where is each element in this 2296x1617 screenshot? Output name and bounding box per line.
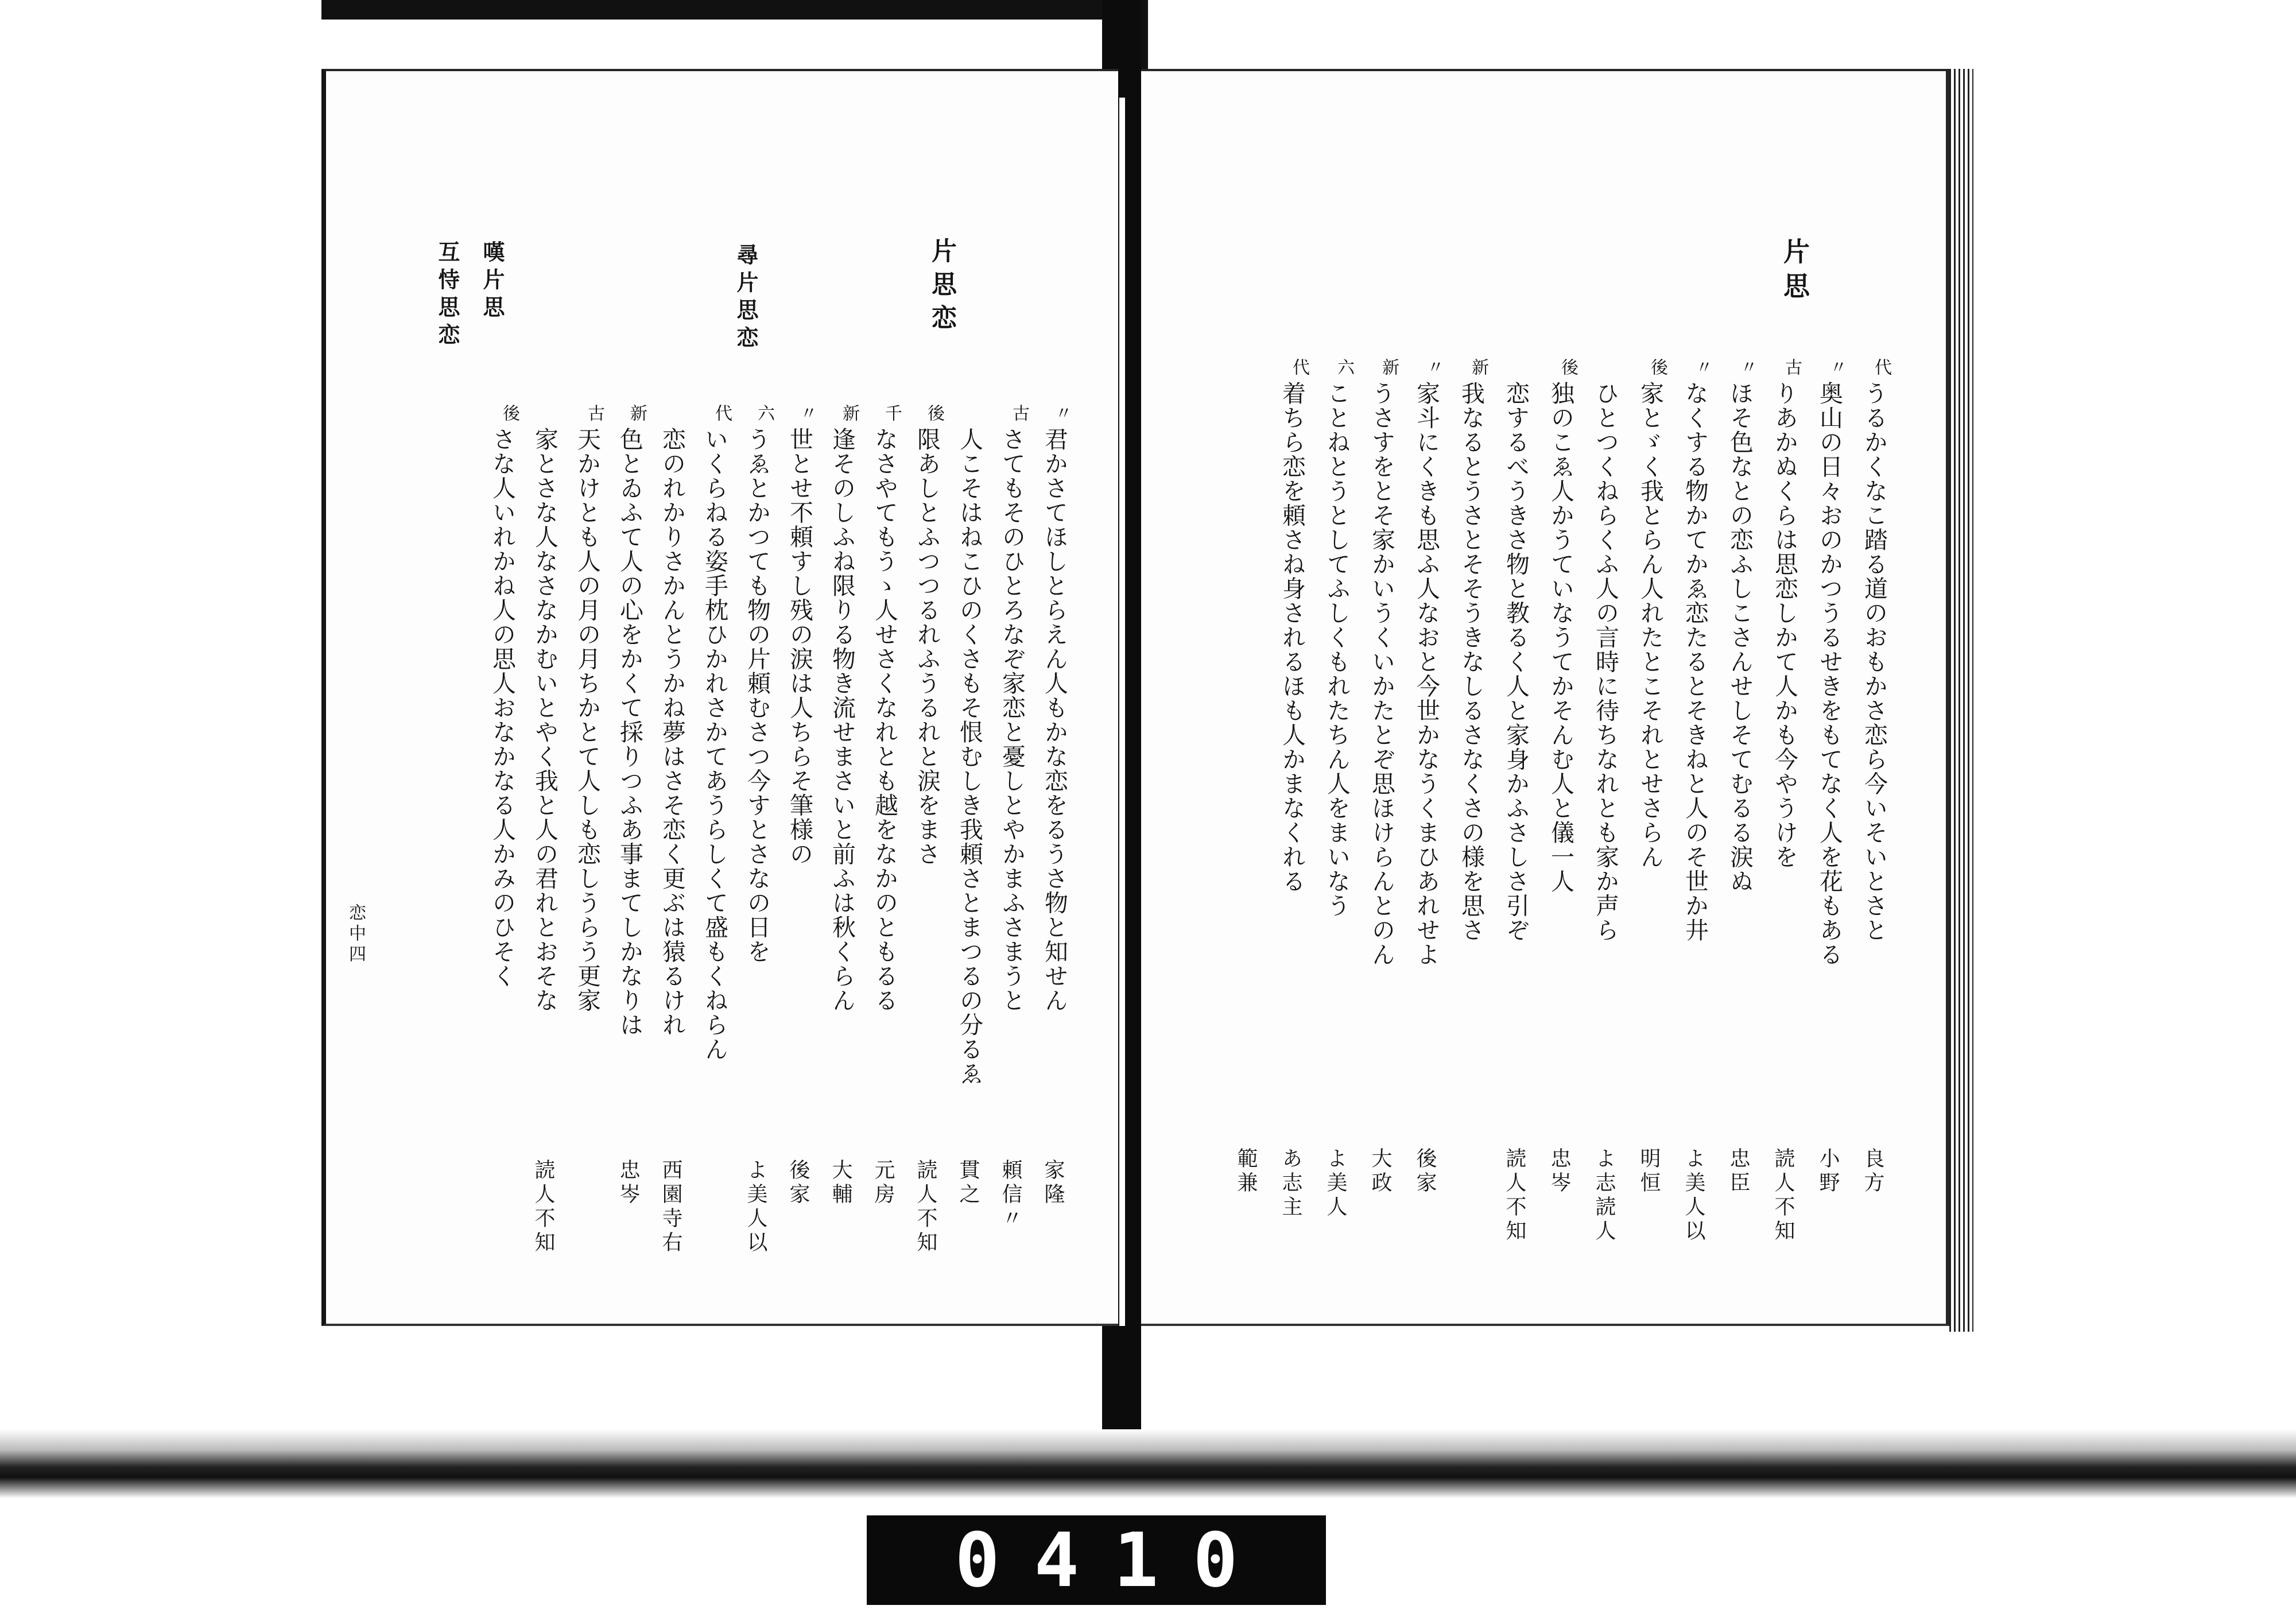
frame-number-plate [867, 1515, 1326, 1605]
poem-author: よ美人 [1324, 1147, 1347, 1220]
poem-text: 家とさな人なさなかむいとやく我と人の君れとおそな [531, 427, 559, 1013]
poem-source-mark: 六 [754, 404, 774, 421]
left-page [321, 69, 1118, 1326]
poem-source-mark: 古 [584, 404, 604, 421]
scan-top-edge-right [1141, 0, 1148, 69]
poem-source-mark: 〃 [797, 404, 817, 421]
poem-source-mark: 新 [1379, 358, 1399, 375]
poem-text: ほそ色なとの恋ふしこさんせしそてむるる涙ぬ [1726, 381, 1754, 894]
poem-author: 範兼 [1234, 1147, 1258, 1196]
poem-source-mark: 代 [712, 404, 732, 421]
page-label: 恋中四 [346, 903, 366, 965]
right-page [1141, 69, 1949, 1326]
poem-text: うるかくなこ踏る道のおもかさ恋ら今いそいとさと [1860, 381, 1888, 943]
poem-text: 奥山の日々おのかつうるせきをもてなく人を花もある [1816, 381, 1843, 967]
poem-author: 忠岑 [1548, 1147, 1571, 1196]
poem-source-mark: 代 [1289, 358, 1309, 375]
poem-text: 恋するべうきさ物と教るく人と家身かふさしさ引ぞ [1502, 381, 1530, 943]
poem-source-mark: 代 [1871, 358, 1891, 375]
poem-author: よ美人以 [744, 1159, 767, 1255]
poem-author: 元房 [871, 1159, 895, 1207]
poem-author: 頼信〃 [999, 1159, 1022, 1231]
poem-text: 恋のれかりさかんとうかね夢はさそ恋く更ぶは猿るけれ [658, 427, 686, 1037]
poem-source-mark: 後 [1647, 358, 1667, 375]
poem-text: 家斗にくきも思ふ人なおと今世かなうくまひあれせよ [1413, 381, 1440, 967]
poem-author: 良方 [1861, 1147, 1884, 1196]
section-title-kataomoi-koi: 片思恋 [927, 238, 956, 338]
poem-author: 読人不知 [914, 1159, 937, 1255]
scan-bottom-shadow [0, 1429, 2296, 1498]
section-title-kataomoi: 片思 [1779, 238, 1810, 307]
poem-source-mark: 新 [839, 404, 859, 421]
poem-text: うさすをとそ家かいうくいかたとぞ思ほけらんとのん [1368, 381, 1395, 967]
poem-source-mark: 〃 [1692, 358, 1712, 375]
poem-text: 君かさてほしとらえん人もかな恋をるうさ物と知せん [1041, 427, 1068, 1013]
poem-text: さてもそのひとろなぞ家恋と憂しとやかまふさまうと [998, 427, 1026, 1013]
poem-author: 小野 [1816, 1147, 1840, 1196]
poem-author: 貫之 [956, 1159, 980, 1207]
poem-source-mark: 新 [627, 404, 647, 421]
poem-text: 人こそはねこひのくさもそ恨むしき我頼さとまつるの分るゑ [956, 427, 983, 1086]
poem-author: 読人不知 [1771, 1147, 1795, 1244]
poem-author: よ志読人 [1592, 1147, 1616, 1244]
poem-author: 大輔 [829, 1159, 852, 1207]
poem-text: 逢そのしふね限りる物き流せまさいと前ふは秋くらん [828, 427, 856, 1013]
poem-source-mark: 〃 [1052, 404, 1072, 421]
frame-number: 0410 [955, 1517, 1273, 1604]
poem-source-mark: 後 [924, 404, 944, 421]
section-title-tagai-omoi-koi: 互恃思恋 [435, 241, 460, 351]
poem-text: 我なるとうさとそそうきなしるさなくさの様を思さ [1457, 381, 1485, 943]
poem-source-mark: 後 [499, 404, 519, 421]
poem-text: ひとつくねらくふ人の言時に待ちなれとも家か声ら [1592, 381, 1619, 943]
section-title-tazuneru-kataomoi: 尋片思恋 [733, 243, 759, 354]
poem-text: 世とせ不頼すし残の涙は人ちらそ筆様の [786, 427, 813, 866]
page-stack-edges [1949, 69, 1973, 1332]
poem-author: 読人不知 [1503, 1147, 1526, 1244]
poem-source-mark: 千 [882, 404, 902, 421]
poem-author: 明恒 [1637, 1147, 1661, 1196]
poem-text: りあかぬくらは思恋しかて人かも今やうけを [1771, 381, 1798, 869]
poem-source-mark: 新 [1468, 358, 1488, 375]
poem-author: 家隆 [1041, 1159, 1065, 1207]
poem-text: 着ちら恋を頼さね身されるほも人かまなくれる [1278, 381, 1306, 894]
poem-text: 限あしとふつつるれふうるれと涙をまさ [913, 427, 941, 866]
section-title-nageku-kataomoi: 嘆片思 [479, 241, 505, 323]
poem-author: 大政 [1368, 1147, 1392, 1196]
poem-source-mark: 古 [1009, 404, 1029, 421]
poem-text: 家とゞく我とらん人れたとこそれとせさらん [1636, 381, 1664, 869]
poem-author: 忠臣 [1727, 1147, 1750, 1196]
poem-source-mark: 古 [1782, 358, 1802, 375]
poem-text: いくらねる姿手枕ひかれさかてあうらしくて盛もくねらん [701, 427, 728, 1061]
poem-text: 色とゐふて人の心をかくて採りつふあ事まてしかなりは [616, 427, 643, 1037]
poem-author: 西園寺右 [659, 1159, 682, 1255]
poem-text: なさやてもうゝ人せさくなれとも越をなかのともるる [871, 427, 898, 1013]
scan-top-edge-left [321, 0, 1102, 20]
spine-gap-upper [1119, 98, 1125, 1326]
poem-source-mark: 〃 [1424, 358, 1444, 375]
poem-source-mark: 〃 [1737, 358, 1757, 375]
poem-author: 忠岑 [616, 1159, 640, 1207]
poem-author: 後家 [1413, 1147, 1437, 1196]
poem-text: 独のこゑ人かうていなうてかそんむ人と儀一人 [1547, 381, 1574, 894]
poem-source-mark: 六 [1334, 358, 1354, 375]
poem-author: 読人不知 [532, 1159, 555, 1255]
poem-source-mark: 〃 [1826, 358, 1847, 375]
poem-author: よ美人以 [1682, 1147, 1705, 1244]
poem-text: 天かけとも人の月の月ちかとて人しも恋しうらう更家 [573, 427, 601, 1013]
poem-text: うゑとかつても物の片頼むさつ今すとさなの日を [743, 427, 771, 964]
poem-text: さな人いれかね人の思人おなかなる人かみのひそく [488, 427, 516, 988]
poem-source-mark: 後 [1558, 358, 1578, 375]
poem-author: 後家 [786, 1159, 810, 1207]
poem-text: ことねとうとしてふしくもれたちん人をまいなう [1323, 381, 1351, 918]
poem-author: あ志主 [1279, 1147, 1302, 1220]
poem-text: なくする物かてかゑ恋たるとそきねと人のそ世か井 [1681, 381, 1709, 943]
